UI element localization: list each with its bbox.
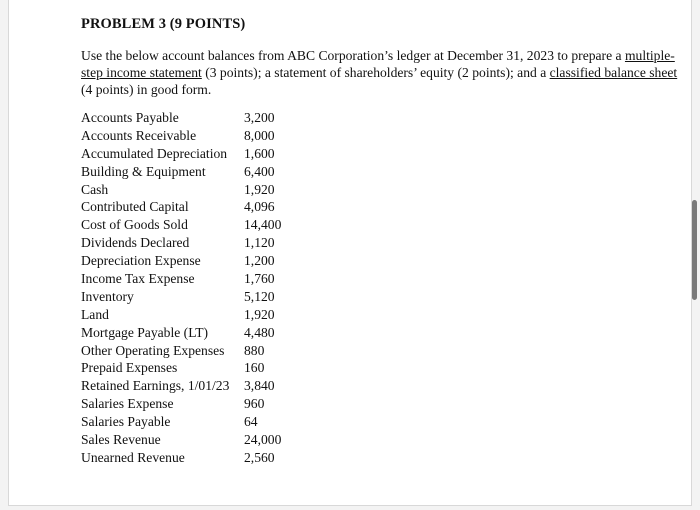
account-name: Accounts Receivable: [81, 127, 197, 143]
account-name: Accounts Payable: [81, 109, 179, 125]
account-name: Accumulated Depreciation: [81, 145, 228, 161]
table-row: [81, 145, 281, 163]
account-amount: 4,096: [244, 199, 275, 215]
account-amount: 160: [244, 360, 265, 376]
account-amount: 1,760: [244, 270, 275, 286]
account-name: Other Operating Expenses: [81, 342, 225, 358]
instructions-text-3: (4 points) in good form.: [81, 82, 212, 97]
vertical-scrollbar[interactable]: [692, 200, 697, 300]
problem-instructions: [81, 47, 681, 98]
account-amount: 3,840: [244, 378, 275, 394]
account-amount: 14,400: [244, 217, 282, 233]
account-name: Inventory: [81, 288, 134, 304]
table-row: [81, 395, 281, 413]
balance-sheet-underlined: classified balance sheet: [549, 65, 678, 80]
account-amount: 3,200: [244, 109, 275, 125]
table-row: [81, 252, 281, 270]
account-name: Prepaid Expenses: [81, 360, 178, 376]
table-row: [81, 377, 281, 395]
account-name: Income Tax Expense: [81, 270, 195, 286]
table-row: [81, 198, 281, 216]
table-row: [81, 109, 281, 127]
document-page: [8, 0, 692, 506]
account-name: Mortgage Payable (LT): [81, 324, 209, 340]
income-statement-underlined: multiple-step income statement: [81, 48, 675, 80]
table-row: [81, 181, 281, 199]
table-row: [81, 431, 281, 449]
table-row: [81, 163, 281, 181]
table-row: [81, 234, 281, 252]
account-name: Contributed Capital: [81, 199, 189, 215]
table-row: [81, 449, 281, 467]
account-amount: 2,560: [244, 449, 275, 465]
table-row: [81, 288, 281, 306]
table-row: [81, 306, 281, 324]
account-amount: 1,120: [244, 235, 275, 251]
account-amount: 8,000: [244, 127, 275, 143]
account-name: Unearned Revenue: [81, 449, 185, 465]
account-name: Cash: [81, 181, 109, 197]
account-name: Cost of Goods Sold: [81, 217, 188, 233]
account-balances-table: [81, 109, 281, 467]
account-amount: 6,400: [244, 163, 275, 179]
account-name: Dividends Declared: [81, 235, 190, 251]
account-name: Building & Equipment: [81, 163, 206, 179]
problem-title: PROBLEM 3 (9 POINTS): [81, 16, 246, 32]
account-amount: 5,120: [244, 288, 275, 304]
account-amount: 4,480: [244, 324, 275, 340]
table-row: [81, 216, 281, 234]
account-name: Salaries Payable: [81, 414, 171, 430]
account-name: Sales Revenue: [81, 431, 161, 447]
table-row: [81, 359, 281, 377]
account-amount: 1,920: [244, 306, 275, 322]
account-name: Land: [81, 306, 109, 322]
account-amount: 1,920: [244, 181, 275, 197]
instructions-text-1: Use the below account balances from ABC Corporation’s ledger at December 31, 2023 to prepare a: [81, 48, 625, 63]
account-name: Depreciation Expense: [81, 253, 201, 269]
account-amount: 1,200: [244, 253, 275, 269]
table-row: [81, 270, 281, 288]
account-amount: 960: [244, 396, 265, 412]
account-amount: 24,000: [244, 431, 282, 447]
account-amount: 64: [244, 414, 258, 430]
table-row: [81, 127, 281, 145]
table-row: [81, 324, 281, 342]
instructions-text-2: (3 points); a statement of shareholders’ equity (2 points); and a: [201, 65, 550, 80]
table-row: [81, 413, 281, 431]
account-amount: 1,600: [244, 145, 275, 161]
account-name: Retained Earnings, 1/01/23: [81, 378, 230, 394]
account-amount: 880: [244, 342, 265, 358]
table-row: [81, 342, 281, 360]
account-name: Salaries Expense: [81, 396, 174, 412]
